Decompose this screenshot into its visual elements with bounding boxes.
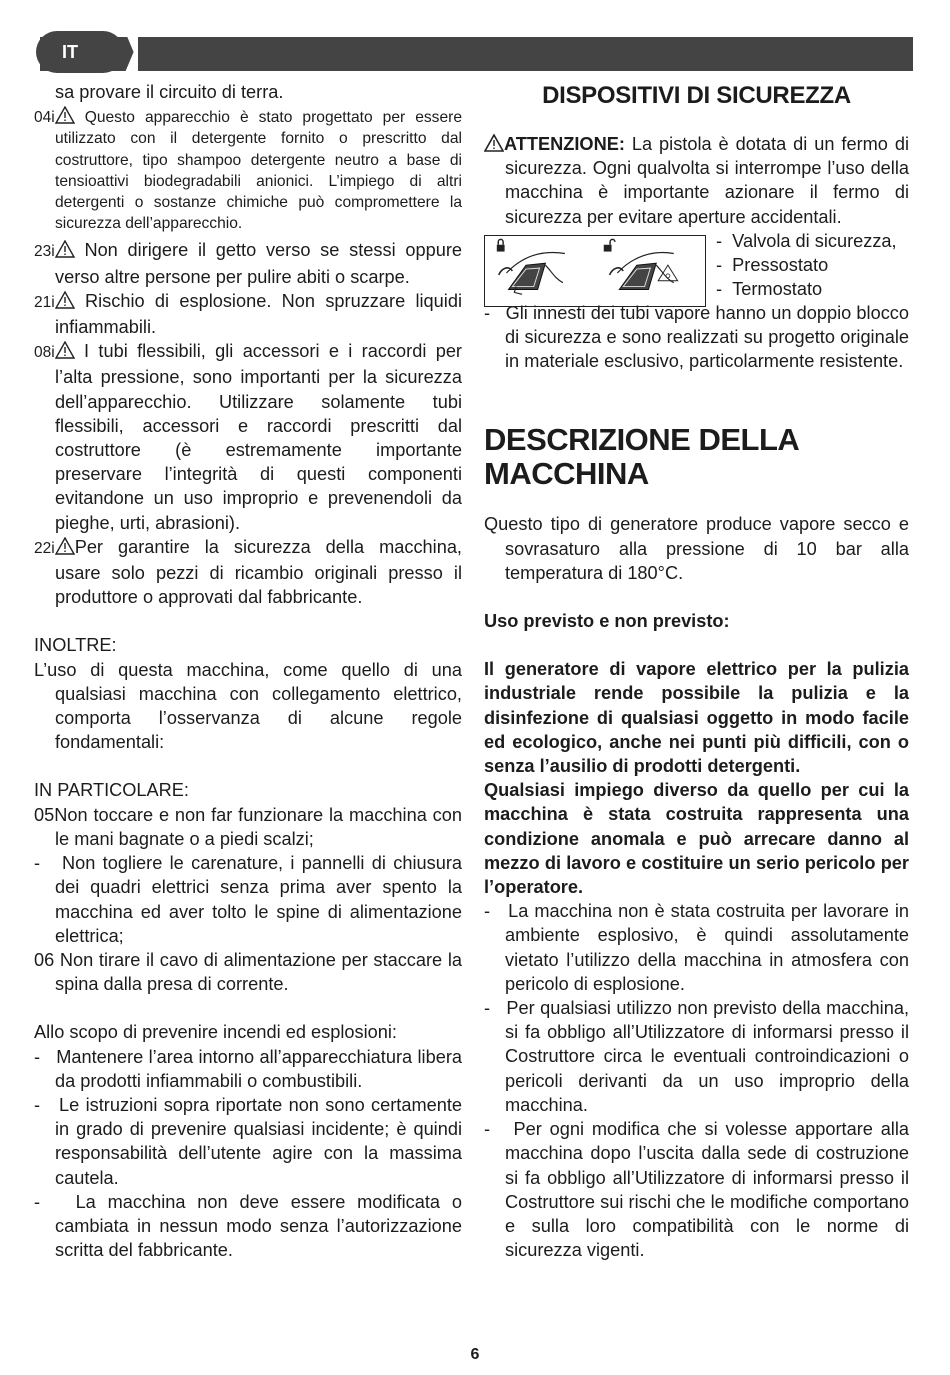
section-title-description-2: MACCHINA (484, 456, 649, 492)
list-item-covers-text: Non togliere le carenature, i pannelli di chiusura dei quadri elettrici senza prima aver spento la macchina ed aver tolto le spine di alimentazione elettrica; (55, 853, 462, 946)
unlocked-gun-illustration (604, 239, 678, 289)
warning-icon (55, 537, 75, 555)
paragraph-cable (34, 948, 462, 996)
list-item-flammables-text: Mantenere l’area intorno all’apparecchiatura libera da prodotti infiammabili o combustibili. (55, 1046, 462, 1091)
device-thermostat-text: Termostato (732, 279, 823, 300)
code-23i: 23i (34, 243, 55, 261)
list-item-unforeseen-use: - Per qualsiasi utilizzo non previsto della macchina, si fa obbligo all’Utilizzatore di informarsi presso il Costruttore circa le eventuali controindicazioni o pericoli derivanti da un uso improprio della macchina. (484, 998, 909, 1115)
code-04i: 04i (34, 109, 55, 127)
paragraph-spare-parts-text: Per garantire la sicurezza della macchina, usare solo pezzi di ricambio originali presso il produttore o approvati dal fabbricante. (55, 536, 462, 608)
warning-icon (484, 134, 504, 152)
list-item-unforeseen-use-text: Per qualsiasi utilizzo non previsto della macchina, si fa obbligo all’Utilizzatore di informarsi presso il Costruttore circa le eventuali controindicazioni o pericoli derivanti da un uso improprio della macchina. (505, 998, 909, 1115)
paragraph-spare-parts (34, 535, 462, 610)
page-number: 6 (470, 1346, 480, 1363)
locked-gun-illustration (497, 239, 565, 294)
list-item-explosive-environment-text: La macchina non è stata costruita per lavorare in ambiente esplosivo, è quindi assolutamente vietato l’utilizzo della macchina in atmosfera con pericolo di esplosione. (505, 901, 909, 994)
paragraph-steam-generator: Questo tipo di generatore produce vapore secco e sovrasaturo alla pressione di 10 bar alla temperatura di 180°C. (484, 514, 909, 583)
paragraph-hoses (34, 339, 462, 535)
section-title-safety-devices: DISPOSITIVI DI SICUREZZA (542, 82, 851, 109)
device-safety-valve-text: Valvola di sicurezza, (732, 230, 897, 251)
paragraph-explosion (34, 289, 462, 339)
warning-icon (55, 291, 75, 309)
device-thermostat: - Termostato (716, 279, 823, 300)
list-item-explosive-environment: - La macchina non è stata costruita per lavorare in ambiente esplosivo, è quindi assolutamente vietato l’utilizzo della macchina in atmosfera con pericolo di esplosione. (484, 901, 909, 994)
paragraph-improper-use: Qualsiasi impiego diverso da quello per cui la macchina è stata costruita rappresenta una condizione anomala e può arrecare danno al mezzo di lavoro e costituire un serio pericolo per l’operatore. (484, 780, 909, 898)
paragraph-fire-prevention: Allo scopo di prevenire incendi ed esplosioni: (34, 1022, 397, 1043)
code-22i: 22i (34, 539, 55, 557)
attention-label: ATTENZIONE: (504, 134, 625, 154)
header-bar (40, 37, 913, 71)
paragraph-ground-circuit: sa provare il circuito di terra. (55, 82, 284, 102)
paragraph-rules: L’uso di questa macchina, come quello di una qualsiasi macchina con collegamento elettrico, comporta l’osservanza di alcune regole fondamentali: (34, 659, 462, 753)
paragraph-wet-hands-text: Non toccare e non far funzionare la macchina con le mani bagnate o a piedi scalzi; (54, 804, 462, 849)
language-tab (36, 31, 124, 73)
warning-icon (55, 106, 75, 124)
list-item-modifications-text: Per ogni modifica che si volesse apportare alla macchina dopo l’uscita dalla sede di costruzione si fa obbligo all’Utilizzatore di informarsi presso il Costruttore sui rischi che le modifiche comportano e sulla loro compatibilità con le norme di sicurezza vigenti. (505, 1119, 909, 1261)
paragraph-wet-hands (34, 803, 462, 851)
list-item-modification-text: La macchina non deve essere modificata o cambiata in nessun modo senza l’autorizzazione scritta del fabbricante. (55, 1191, 462, 1261)
list-item-modifications: - Per ogni modifica che si volesse apportare alla macchina dopo l’uscita dalla sede di costruzione si fa obbligo all’Utilizzatore di informarsi presso il Costruttore sui rischi che le modifiche comportano e sulla loro compatibilità con le norme di sicurezza vigenti. (484, 1119, 909, 1261)
list-item-covers: - Non togliere le carenature, i pannelli di chiusura dei quadri elettrici senza prima aver spento la macchina ed aver tolto le spine di alimentazione elettrica; (34, 853, 462, 946)
device-safety-valve: - Valvola di sicurezza, (716, 230, 897, 251)
device-pressure-switch: - Pressostato (716, 255, 829, 276)
heading-intended-use: Uso previsto e non previsto: (484, 611, 730, 632)
paragraph-intended-use: Il generatore di vapore elettrico per la pulizia industriale rende possibile la pulizia e la disinfezione di qualsiasi oggetto in modo facile ed ecologico, anche nei punti più difficili, con o senza l’ausilio di prodotti detergenti. (484, 659, 909, 777)
paragraph-detergent (34, 106, 462, 234)
heading-inoltre: INOLTRE: (34, 635, 117, 656)
code-21i: 21i (34, 293, 55, 311)
section-title-description-1: DESCRIZIONE DELLA (484, 422, 800, 458)
left-column (34, 80, 462, 1262)
code-08i: 08i (34, 344, 55, 362)
paragraph-hoses-text: I tubi flessibili, gli accessori e i raccordi per l’alta pressione, sono importanti per la sicurezza dell’apparecchio. Utilizzare solamente tubi flessibili, accessori e raccordi prescritti dal costruttore (è estremamente importante preservare l’integrità di questi componenti evitandone un uso improprio e prevenendoli da pieghe, urti, abrasioni). (55, 341, 462, 533)
warning-icon (55, 240, 75, 258)
list-item-couplings: - Gli innesti dei tubi vapore hanno un doppio blocco di sicurezza e sono realizzati su progetto originale in materiale esclusivo, particolarmente resistente. (484, 302, 909, 372)
right-column (484, 80, 909, 1262)
warning-icon (55, 341, 75, 359)
paragraph-jet-text: Non dirigere il getto verso se stessi oppure verso altre persone per pulire abiti o scarpe. (55, 240, 462, 287)
list-item-caution: - Le istruzioni sopra riportate non sono certamente in grado di prevenire qualsiasi incidente; è quindi responsabilità dell’utente agire con la massima cautela. (34, 1094, 462, 1188)
paragraph-jet (34, 238, 462, 288)
list-item-couplings-text: Gli innesti dei tubi vapore hanno un doppio blocco di sicurezza e sono realizzati su progetto originale in materiale esclusivo, particolarmente resistente. (505, 302, 909, 372)
language-label: IT (62, 41, 78, 62)
code-06: 06 (34, 949, 55, 970)
code-05: 05 (34, 804, 55, 825)
heading-in-particolare: IN PARTICOLARE: (34, 780, 189, 801)
attention-text: La pistola è dotata di un fermo di sicurezza. Ogni qualvolta si interrompe l’uso della macchina è importante azionare il fermo di sicurezza per evitare aperture accidentali. (505, 134, 909, 227)
paragraph-explosion-text: Rischio di esplosione. Non spruzzare liquidi infiammabili. (55, 290, 462, 338)
paragraph-attention (484, 132, 909, 229)
paragraph-cable-text: Non tirare il cavo di alimentazione per staccare la spina dalla presa di corrente. (55, 949, 462, 995)
paragraph-detergent-text: Questo apparecchio è stato progettato per essere utilizzato con il detergente fornito o prescritto dal costruttore, tipo shampoo detergente neutro a base di tensioattivi biodegradabili anionici. L’impiego di altri detergenti o sostanze chimiche può compromettere la sicurezza dell’apparecchio. (55, 109, 462, 233)
list-item-caution-text: Le istruzioni sopra riportate non sono certamente in grado di prevenire qualsiasi incidente; è quindi responsabilità dell’utente agire con la massima cautela. (55, 1094, 462, 1188)
list-item-flammables: - Mantenere l’area intorno all’apparecchiatura libera da prodotti infiammabili o combustibili. (34, 1046, 462, 1091)
gun-safety-lock-figure (484, 235, 706, 307)
device-pressure-switch-text: Pressostato (732, 255, 829, 276)
list-item-modification: - La macchina non deve essere modificata o cambiata in nessun modo senza l’autorizzazione scritta del fabbricante. (34, 1191, 462, 1261)
